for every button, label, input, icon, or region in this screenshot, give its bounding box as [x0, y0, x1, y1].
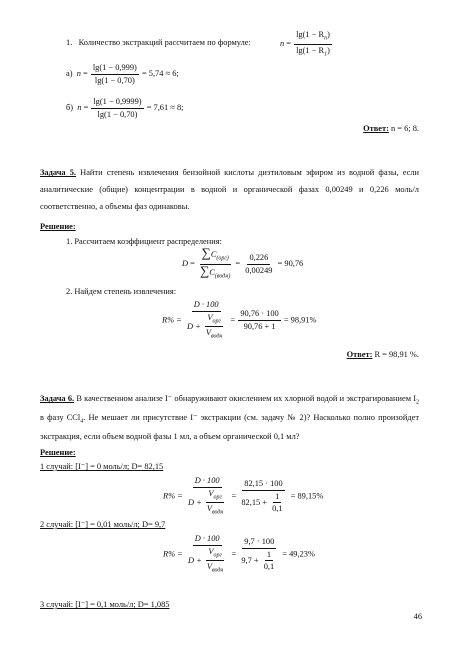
item1-line [66, 38, 251, 48]
item1-number: 1. [66, 38, 73, 47]
task5-statement: Задача 5. Найти степень извлечения бензойной кислоты диэтиловым эфиром из водной фазы, если аналитические (общие) концентрации в водной и органической фазах 0,00249 и 0,226 моль/л соответственно, а объемы фаз одинаковы. [40, 168, 420, 212]
item1-fraction: $\frac{\lg(1 - R_n)}{\lg(1 - R_1)}$ [296, 30, 330, 58]
task5-r-formula: R% = D · 100 D + $\frac{V_{орг}}{V_{водн}}$ = $\frac{90,76 \cdot 100}{90,76 + 1}$ = 98,91% [162, 300, 317, 340]
task5-step1: 1. Рассчитаем коэффициент распределения: [66, 237, 222, 246]
page-number: 46 [413, 612, 422, 621]
case2-formula: R% = D · 100 D + $\frac{V_{орг}}{V_{водн}}$ = 9,7 · 100 9,7 + $\frac{1}{0,1}$ = 49,23% [163, 534, 315, 574]
case2-header: 2 случай: [I⁻] = 0,01 моль/л; D= 9,7 [40, 520, 166, 529]
case3-header: 3 случай: [I⁻] = 0,1 моль/л; D= 1,085 [40, 600, 170, 609]
task5-step2: 2. Найдем степень извлечения: [66, 287, 177, 296]
calc-b: б) n = $\frac{\lg(1 - 0,9999)}{\lg(1 - 0,70)}$ = 7,61 ≈ 8; [66, 97, 184, 119]
answer-2: Ответ: R = 98,91 %. [346, 350, 419, 359]
task6-title: Задача 6. [40, 394, 75, 403]
case1-formula: R% = D · 100 D + $\frac{V_{орг}}{V_{водн}}$ = 82,15 · 100 82,15 + $\frac{1}{0,1}$ = 89,15% [163, 476, 324, 516]
answer-1: Ответ: n = 6; 8. [363, 124, 419, 133]
task6-statement: Задача 6. В качественном анализе I⁻ обнаруживают окислением их хлорной водой и экстрагированием $I_2$ в фазу CCl$_4$. Не мешает ли присутствие I⁻ экстракции (см. задачу № 2)? Насколько полно произойдет экстракция, если объем водной фазы 1 мл, а объем органической 0,1 мл? [40, 394, 419, 441]
item1-formula: n = $\frac{\lg(1 - R_n)}{\lg(1 - R_1)}$ [280, 30, 330, 58]
task5-d-formula: D = $\frac{\sum C_{(орг)}}{\sum C_{(водн)}}$ = $\frac{0,226}{0,00249}$ = 90,76 [182, 245, 304, 280]
task5-solution-label: Решение: [40, 222, 76, 231]
case1-header: 1 случай: [I⁻] = 0 моль/л; D= 82,15 [40, 462, 164, 471]
task5-title: Задача 5. [40, 168, 77, 177]
task6-solution-label: Решение: [40, 448, 76, 457]
calc-a: а) n = $\frac{\lg(1 - 0,999)}{\lg(1 - 0,70)}$ = 5,74 ≈ 6; [66, 63, 179, 85]
item1-text: Количество экстракций рассчитаем по формуле: [78, 38, 251, 47]
